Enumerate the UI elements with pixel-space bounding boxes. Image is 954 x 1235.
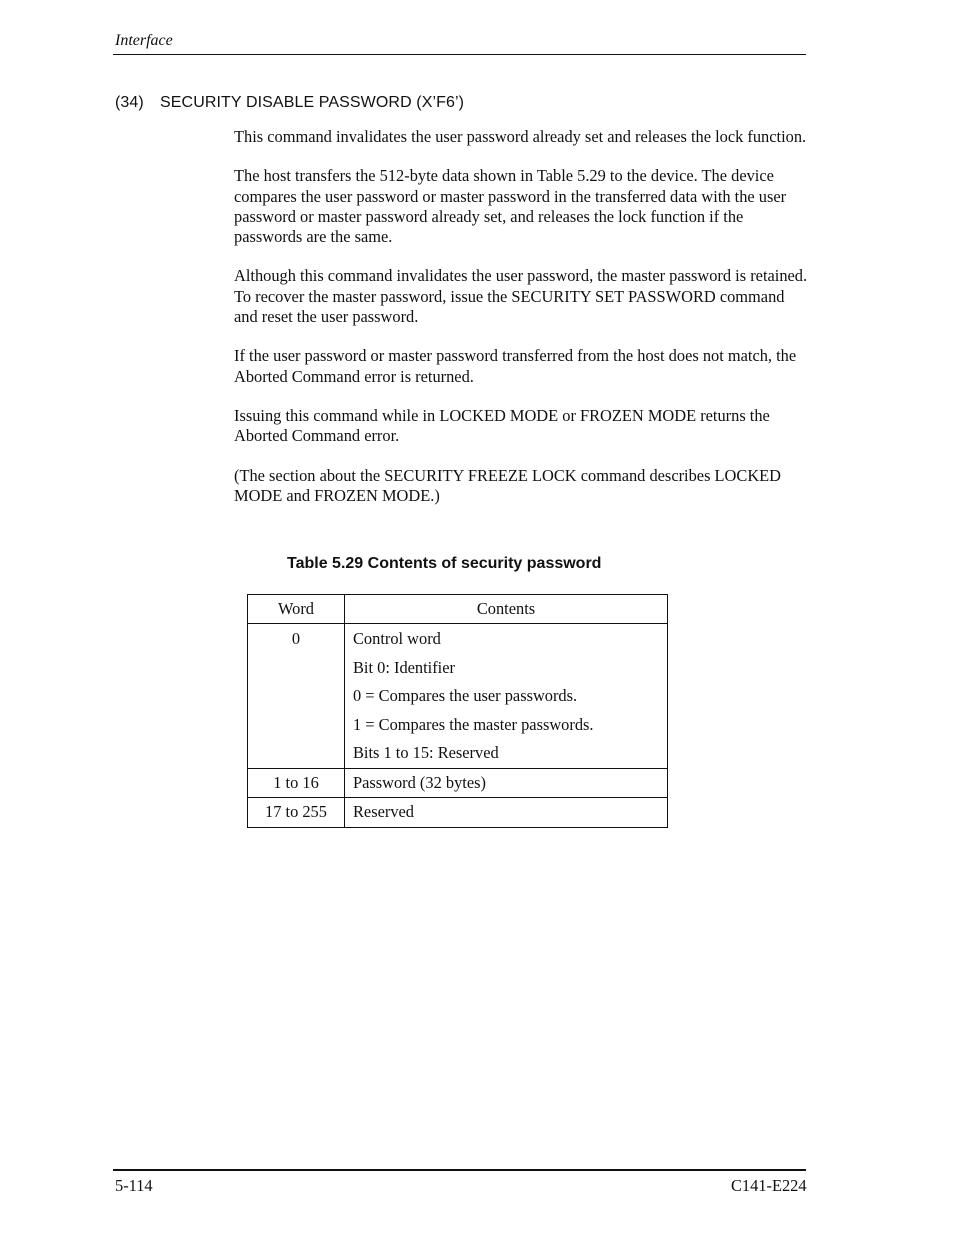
body-text [234, 127, 809, 525]
paragraph: Although this command invalidates the user password, the master password is retained. To recover the master password, issue the SECURITY SET PASSWORD command and reset the user password. [234, 266, 808, 327]
security-password-table [247, 594, 668, 828]
section-heading [115, 94, 464, 112]
header-rule [113, 54, 806, 55]
footer-rule [113, 1169, 806, 1171]
table-header-row [248, 595, 668, 624]
contents-line: 0 = Compares the user passwords. [353, 686, 578, 705]
word-value: 17 to 255 [265, 802, 327, 821]
column-header-contents: Contents [345, 595, 668, 624]
table-row [248, 768, 668, 798]
contents-cell [345, 768, 668, 798]
contents-line: Bits 1 to 15: Reserved [353, 743, 499, 762]
section-title: SECURITY DISABLE PASSWORD (X’F6’) [160, 94, 465, 111]
contents-line: 1 = Compares the master passwords. [353, 714, 594, 734]
table-caption: Table 5.29 Contents of security password [287, 555, 602, 572]
contents-line: Bit 0: Identifier [353, 657, 455, 677]
contents-line: Control word [353, 629, 441, 648]
paragraph: The host transfers the 512-byte data shown in Table 5.29 to the device. The device compares the user password or master password in the transferred data with the user password or master password already set, and releases the lock function if the passwords are the same. [234, 166, 787, 247]
running-header: Interface [115, 32, 173, 49]
column-header-word: Word [248, 595, 345, 624]
table-row [248, 798, 668, 828]
table-row [248, 624, 668, 769]
paragraph: (The section about the SECURITY FREEZE LOCK command describes LOCKED MODE and FROZEN MODE.) [234, 465, 782, 505]
word-cell [248, 798, 345, 828]
paragraph: This command invalidates the user password already set and releases the lock function. [234, 127, 807, 146]
contents-cell [345, 798, 668, 828]
document-id: C141-E224 [731, 1176, 807, 1195]
paragraph: Issuing this command while in LOCKED MODE or FROZEN MODE returns the Aborted Command error. [234, 405, 770, 446]
paragraph: If the user password or master password transferred from the host does not match, the Aborted Command error is returned. [234, 346, 797, 386]
contents-line: Reserved [353, 802, 414, 821]
contents-line: Password (32 bytes) [353, 772, 486, 792]
word-value: 0 [291, 629, 301, 648]
contents-cell [345, 624, 668, 769]
page-number: 5-114 [115, 1176, 153, 1195]
word-cell [248, 768, 345, 798]
word-cell [248, 624, 345, 769]
word-value: 1 to 16 [273, 772, 319, 792]
section-number: (34) [115, 94, 144, 111]
